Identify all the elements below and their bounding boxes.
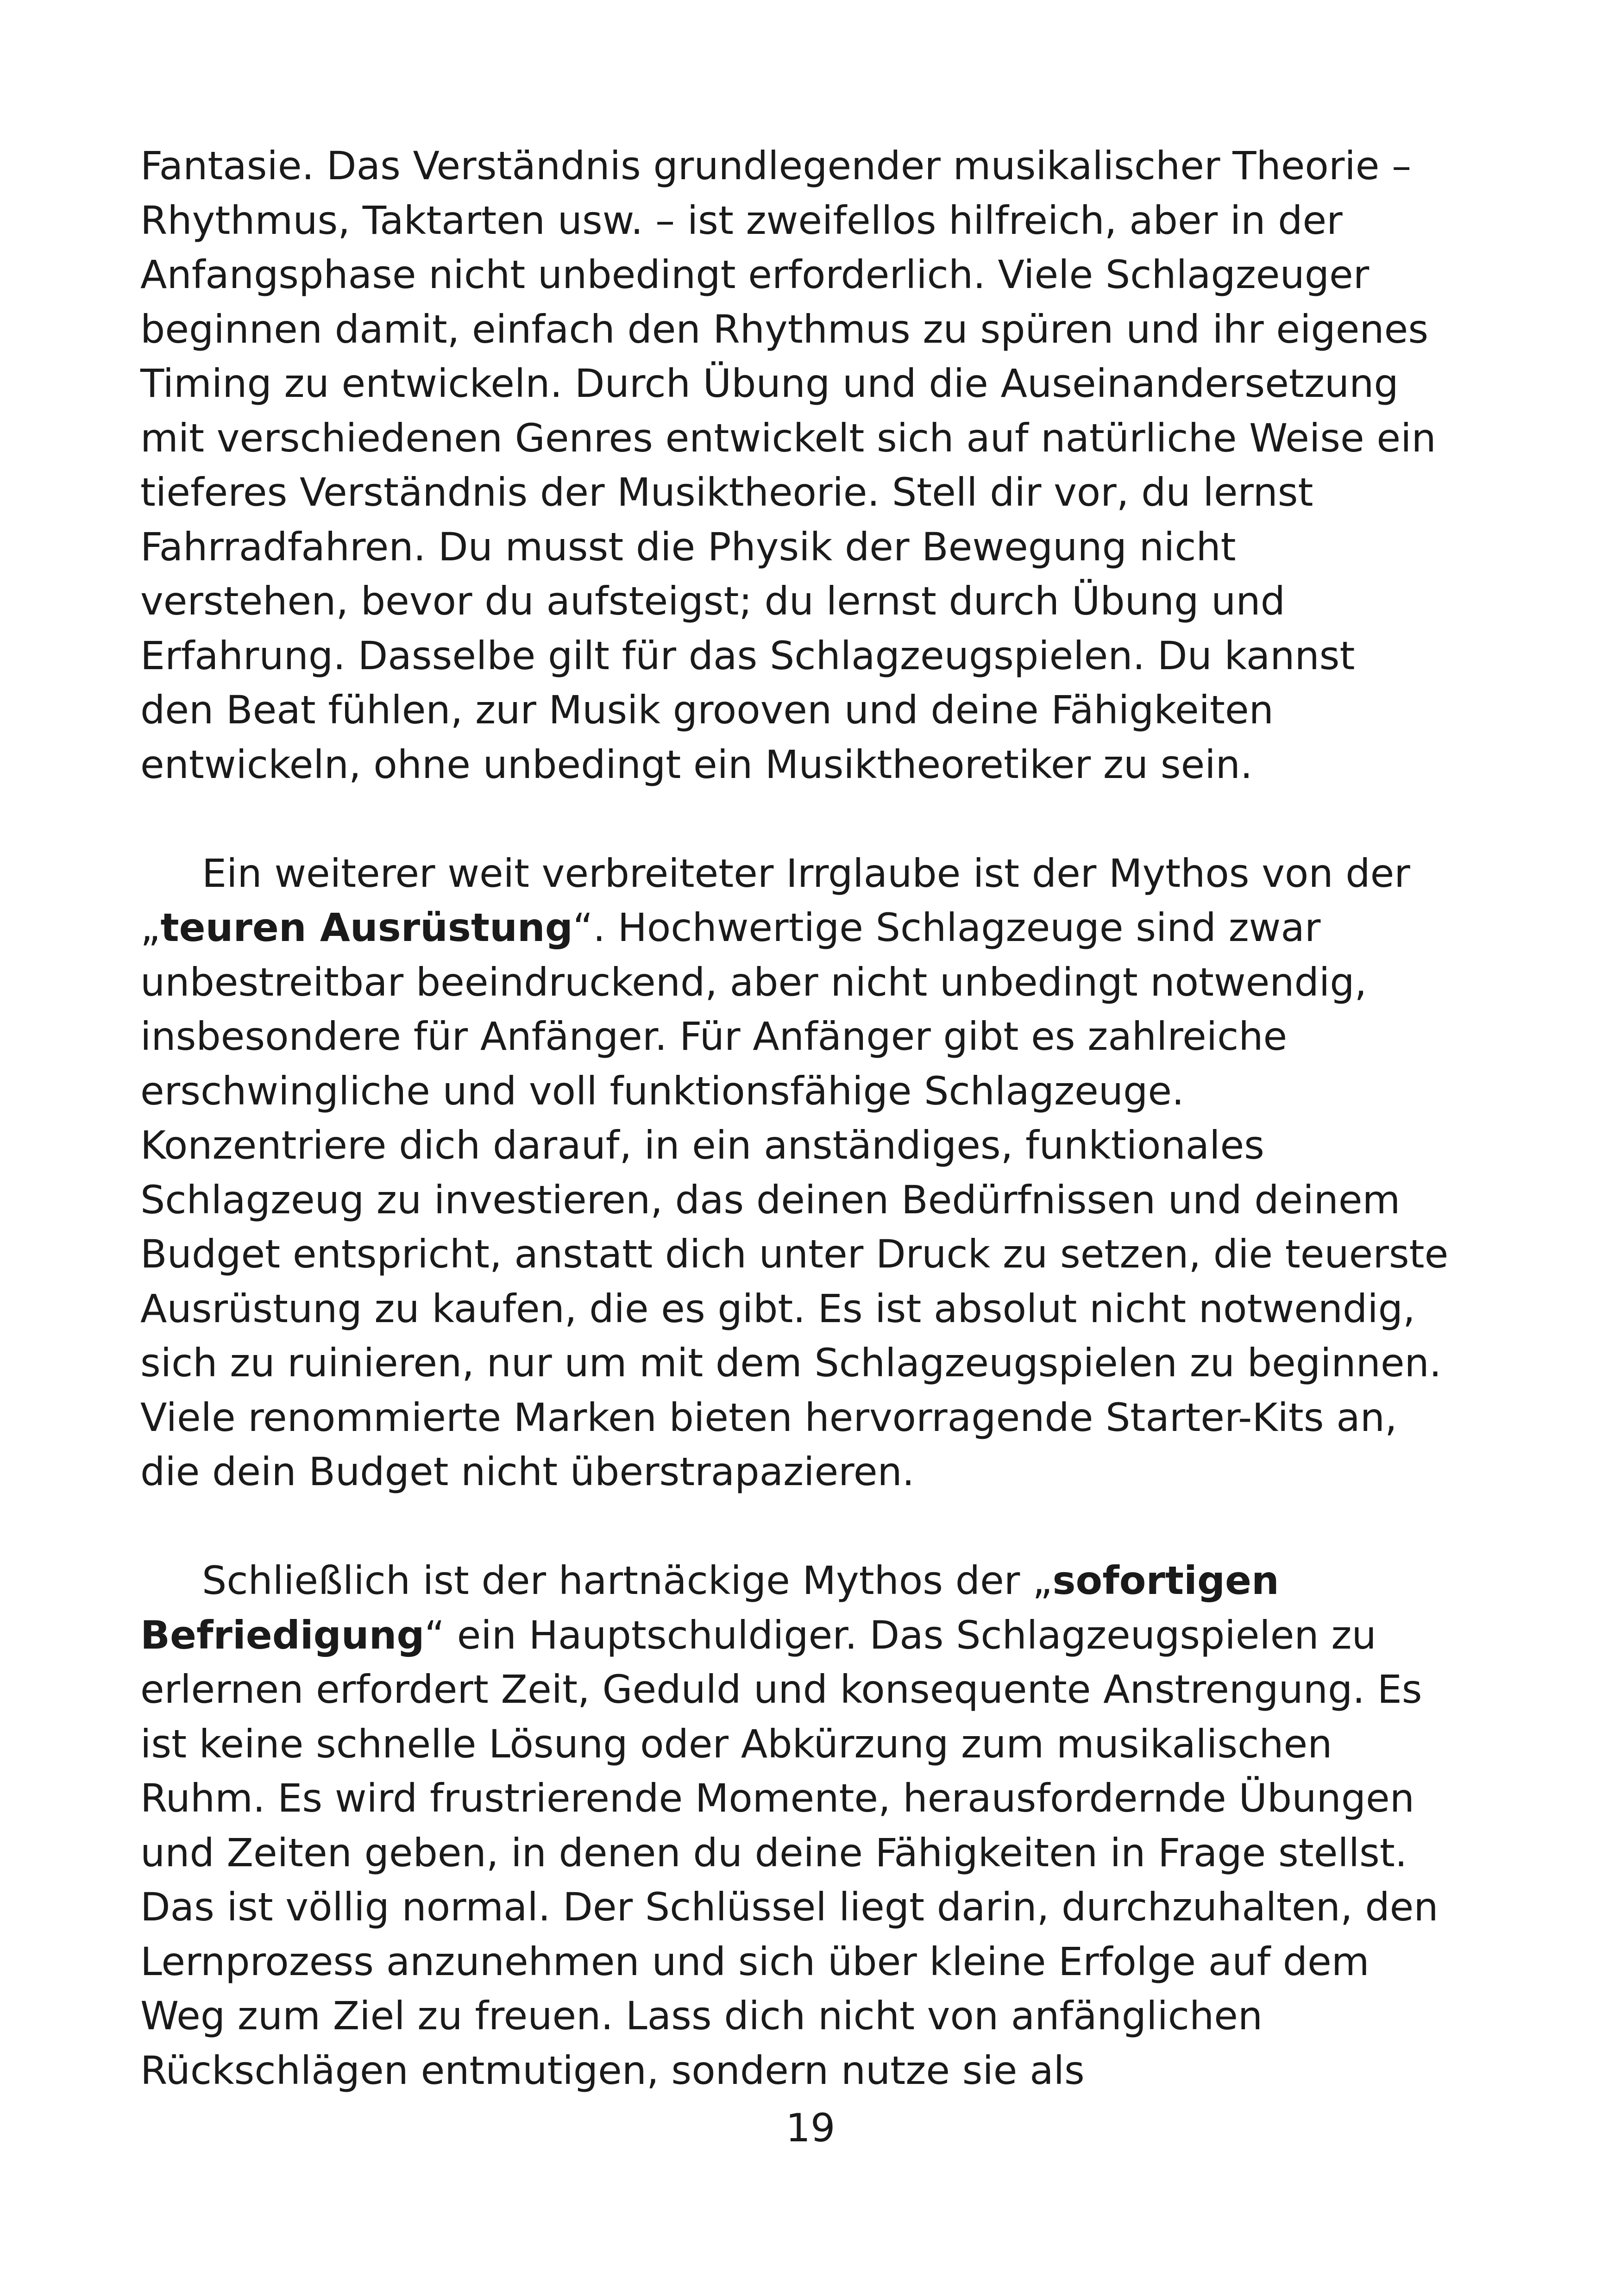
text-line <box>140 1554 1497 1608</box>
text-line: Erfahrung. Dasselbe gilt für das Schlagzeugspielen. Du kannst <box>140 633 1355 678</box>
text-line: erschwingliche und voll funktionsfähige Schlagzeuge. <box>140 1068 1184 1114</box>
text-line: Anfangsphase nicht unbedingt erforderlich. Viele Schlagzeuger <box>140 252 1370 297</box>
body-text <box>140 139 1497 2098</box>
text-line: Ein weiterer weit verbreiteter Irrglaube ist der Mythos von der <box>202 850 1410 896</box>
paragraph-spacer <box>140 1499 1497 1554</box>
text-line: ist keine schnelle Lösung oder Abkürzung zum musikalischen <box>140 1721 1332 1767</box>
paragraph <box>140 1554 1497 2098</box>
bold-term: Befriedigung <box>140 1612 425 1658</box>
text-line: tieferes Verständnis der Musiktheorie. Stell dir vor, du lernst <box>140 470 1313 515</box>
text-line: Rückschlägen entmutigen, sondern nutze sie als <box>140 2047 1085 2093</box>
paragraph <box>140 847 1497 1499</box>
text-run: Schließlich ist der hartnäckige Mythos der „ <box>202 1558 1053 1603</box>
text-line <box>140 1608 1497 1663</box>
text-line: die dein Budget nicht überstrapazieren. <box>140 1449 915 1494</box>
text-line: Viele renommierte Marken bieten hervorragende Starter-Kits an, <box>140 1394 1397 1440</box>
text-line: Ausrüstung zu kaufen, die es gibt. Es ist absolut nicht notwendig, <box>140 1286 1415 1331</box>
text-line: Das ist völlig normal. Der Schlüssel liegt darin, durchzuhalten, den <box>140 1884 1439 1930</box>
text-line: Rhythmus, Taktarten usw. – ist zweifellos hilfreich, aber in der <box>140 197 1343 243</box>
page-number: 19 <box>785 2105 836 2151</box>
bold-term: teuren Ausrüstung <box>160 905 573 950</box>
text-line: entwickeln, ohne unbedingt ein Musiktheoretiker zu sein. <box>140 741 1253 787</box>
text-line: den Beat fühlen, zur Musik grooven und deine Fähigkeiten <box>140 687 1274 733</box>
text-line: unbestreitbar beeindruckend, aber nicht unbedingt notwendig, <box>140 959 1367 1005</box>
paragraph-spacer <box>140 792 1497 847</box>
text-line: Fahrradfahren. Du musst die Physik der Bewegung nicht <box>140 524 1236 570</box>
text-line: insbesondere für Anfänger. Für Anfänger gibt es zahlreiche <box>140 1014 1288 1059</box>
text-line: und Zeiten geben, in denen du deine Fähigkeiten in Frage stellst. <box>140 1830 1407 1876</box>
bold-term: sofortigen <box>1052 1558 1279 1603</box>
paragraph <box>140 139 1497 792</box>
text-line: Timing zu entwickeln. Durch Übung und die Auseinandersetzung <box>140 361 1399 406</box>
text-line: Weg zum Ziel zu freuen. Lass dich nicht von anfänglichen <box>140 1993 1263 2039</box>
text-line: Lernprozess anzunehmen und sich über kleine Erfolge auf dem <box>140 1938 1370 1984</box>
text-line: Schlagzeug zu investieren, das deinen Bedürfnissen und deinem <box>140 1177 1401 1223</box>
text-line: verstehen, bevor du aufsteigst; du lernst durch Übung und <box>140 578 1285 624</box>
quote-mark: „ <box>140 905 161 950</box>
text-line <box>140 901 1497 955</box>
text-line: mit verschiedenen Genres entwickelt sich auf natürliche Weise ein <box>140 415 1436 461</box>
text-line: erlernen erfordert Zeit, Geduld und konsequente Anstrengung. Es <box>140 1667 1422 1712</box>
text-line: Fantasie. Das Verständnis grundlegender musikalischer Theorie – <box>140 143 1412 188</box>
text-line: sich zu ruinieren, nur um mit dem Schlagzeugspielen zu beginnen. <box>140 1340 1442 1386</box>
text-line: Ruhm. Es wird frustrierende Momente, herausfordernde Übungen <box>140 1775 1414 1821</box>
text-line: Budget entspricht, anstatt dich unter Druck zu setzen, die teuerste <box>140 1231 1449 1277</box>
text-run: “ ein Hauptschuldiger. Das Schlagzeugspielen zu <box>424 1612 1376 1658</box>
text-line: beginnen damit, einfach den Rhythmus zu spüren und ihr eigenes <box>140 306 1429 352</box>
text-run: “. Hochwertige Schlagzeuge sind zwar <box>572 905 1321 950</box>
text-line: Konzentriere dich darauf, in ein anständiges, funktionales <box>140 1123 1264 1168</box>
